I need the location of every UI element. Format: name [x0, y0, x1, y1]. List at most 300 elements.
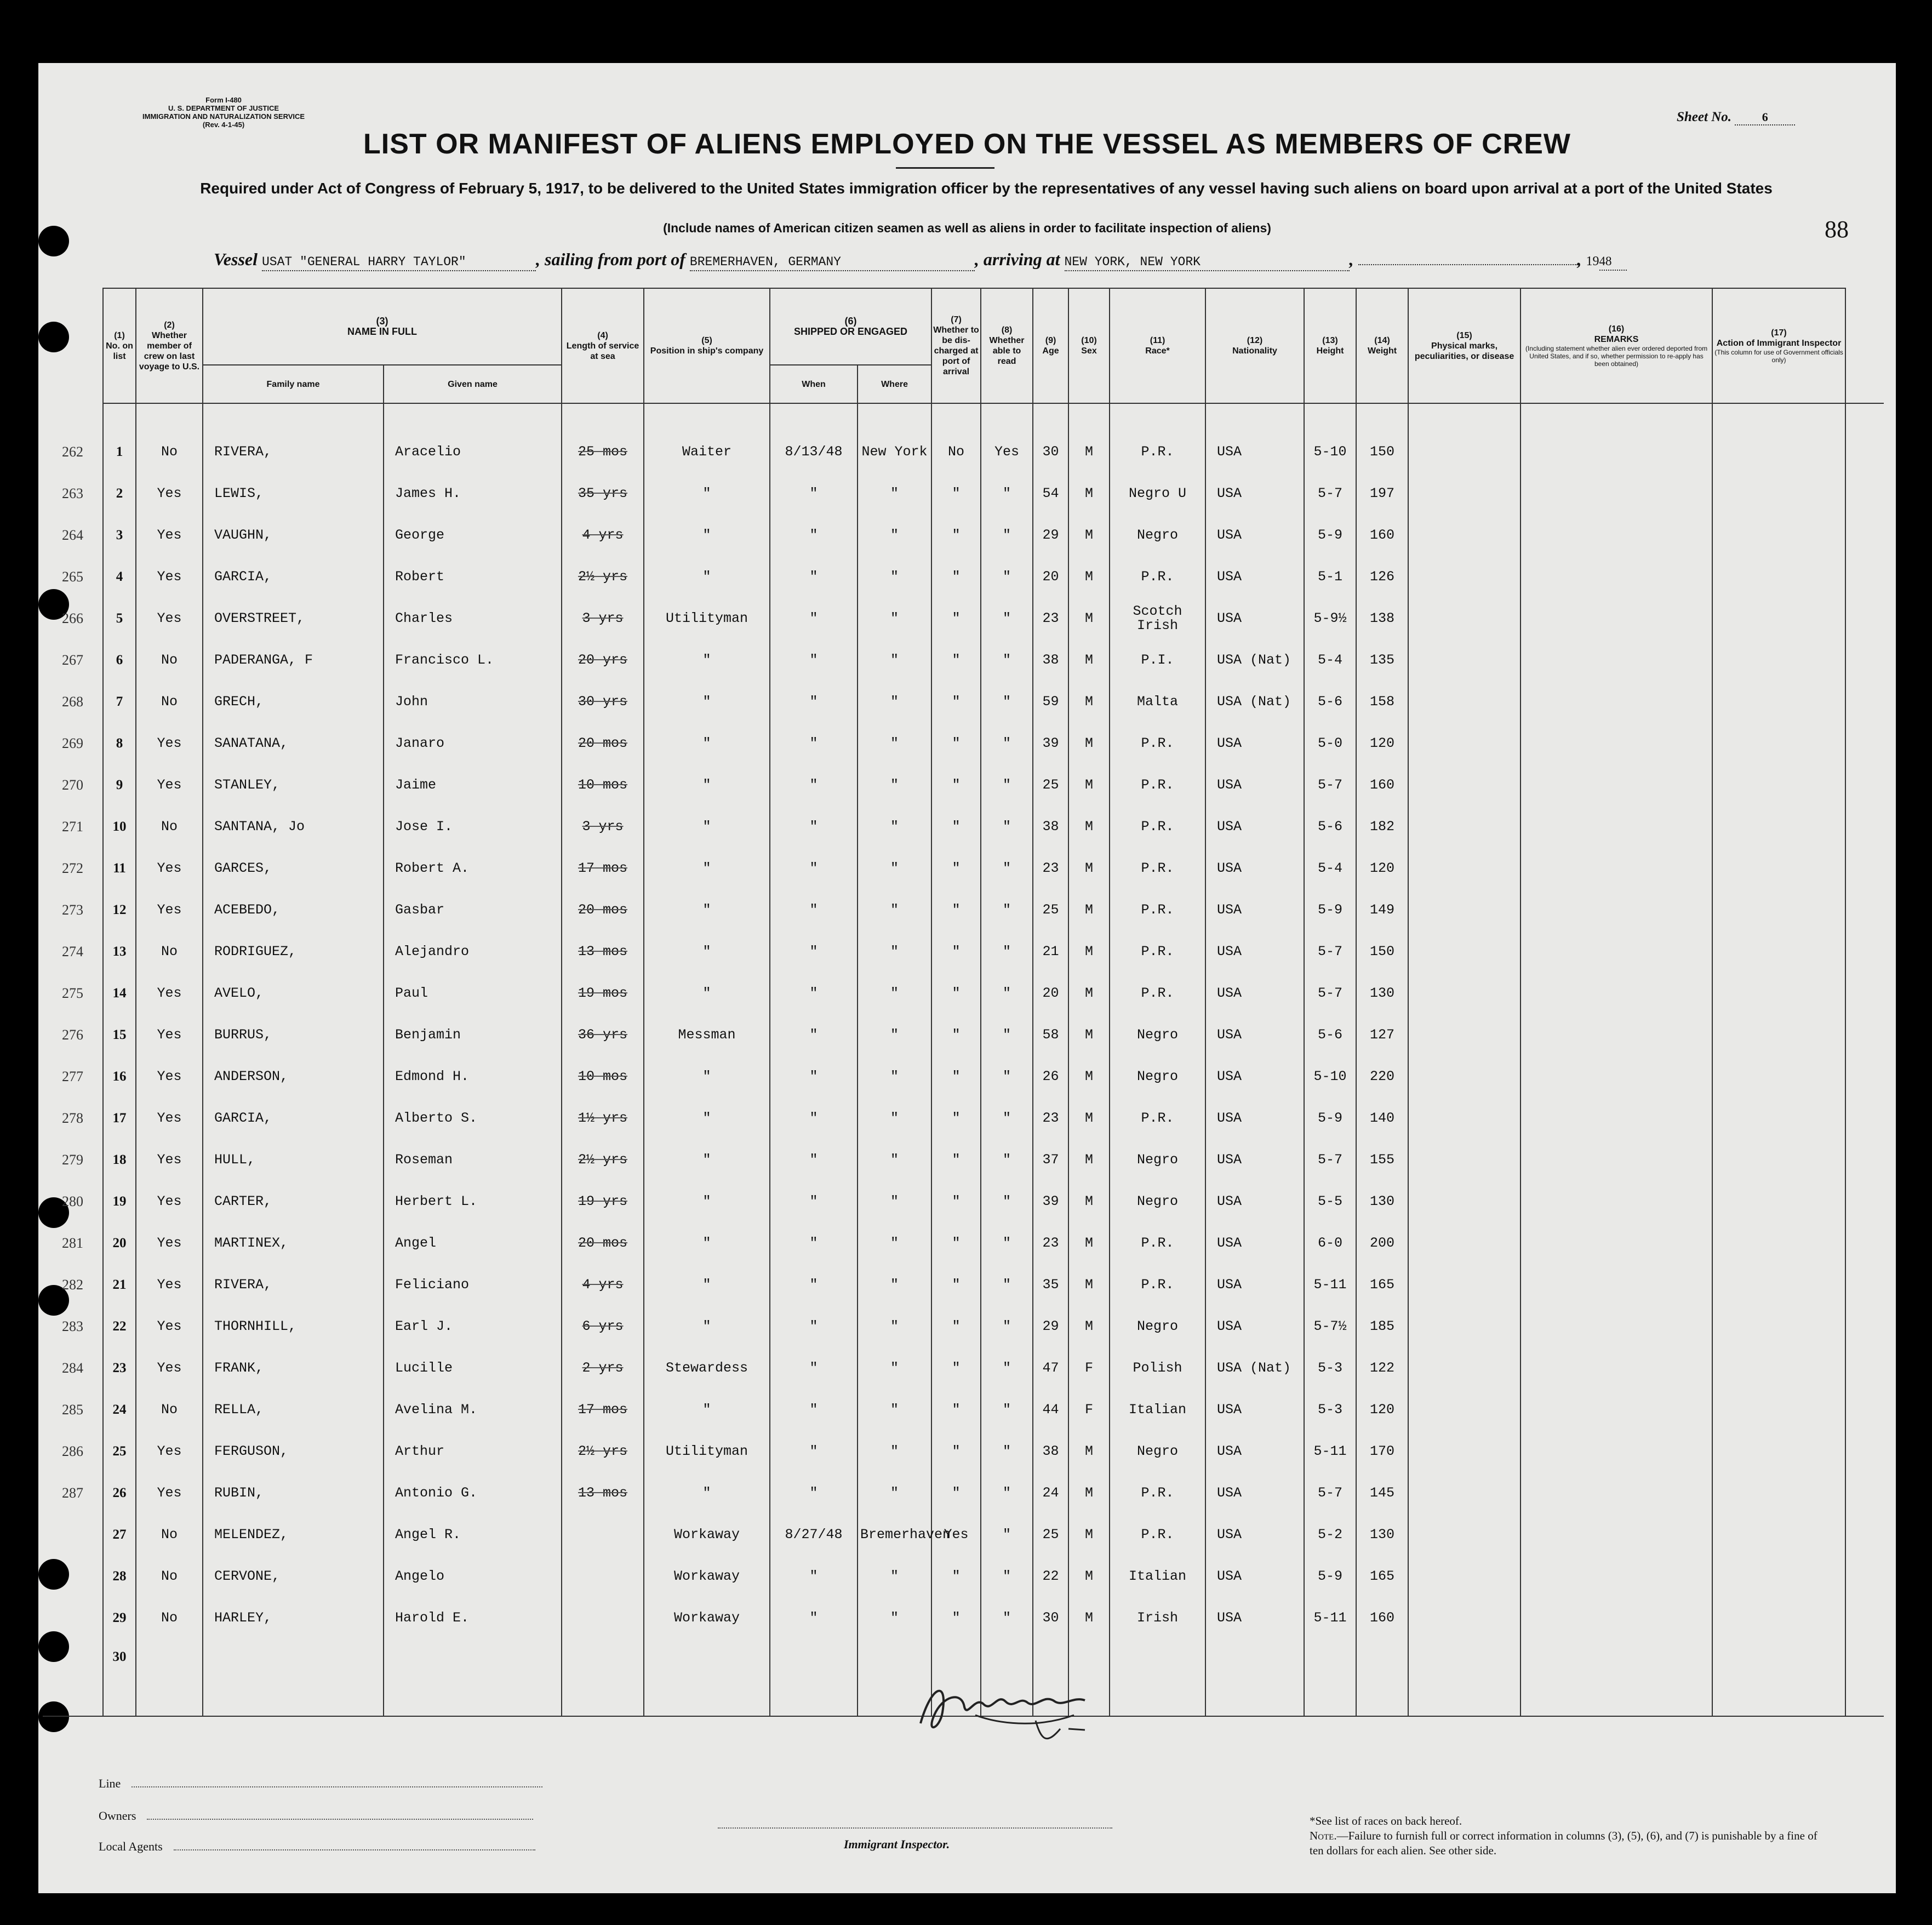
- cell-where: ": [858, 806, 931, 848]
- cell-dis: ": [931, 681, 981, 723]
- cell-age: 59: [1033, 681, 1068, 723]
- cell-race: Negro: [1110, 1181, 1205, 1223]
- cell-margin: [1845, 639, 1884, 681]
- cell-empty: [1712, 1347, 1845, 1389]
- cell-wt: 135: [1356, 639, 1408, 681]
- cell-wt: 155: [1356, 1139, 1408, 1181]
- cell-margin: [1845, 1181, 1884, 1223]
- cell-giv: Jose I.: [384, 806, 562, 848]
- cell-svc: 19 yrs: [562, 1181, 644, 1223]
- cell-dis: ": [931, 1597, 981, 1639]
- cell-m: 268: [43, 681, 103, 723]
- col-read-header: (8) Whether able to read: [981, 288, 1033, 403]
- sheet-value: 6: [1735, 110, 1795, 125]
- cell-giv: Roseman: [384, 1139, 562, 1181]
- cell-pos: ": [644, 1472, 770, 1514]
- cell-dis: ": [931, 598, 981, 639]
- cell-ht: 5-1: [1304, 556, 1356, 598]
- cell-empty: [1408, 556, 1521, 598]
- cell-read: ": [981, 598, 1033, 639]
- cell-margin: [1845, 1264, 1884, 1306]
- cell-no: 19: [103, 1181, 136, 1223]
- cell-empty: [1712, 1014, 1845, 1056]
- cell-read: ": [981, 1181, 1033, 1223]
- cell-age: 47: [1033, 1347, 1068, 1389]
- cell-sex: M: [1068, 473, 1110, 515]
- cell-wt: 126: [1356, 556, 1408, 598]
- cell-dis: ": [931, 1431, 981, 1472]
- cell-ht: 5-11: [1304, 1597, 1356, 1639]
- cell-empty: [644, 1639, 770, 1716]
- cell-sex: M: [1068, 598, 1110, 639]
- cell-when: ": [770, 931, 858, 973]
- table-row: [43, 973, 1884, 1014]
- cell-dis: ": [931, 889, 981, 931]
- cell-nat: USA: [1205, 1389, 1304, 1431]
- cell-when: ": [770, 639, 858, 681]
- cell-age: 21: [1033, 931, 1068, 973]
- sailing-label: , sailing from port of: [536, 249, 685, 269]
- cell-age: 54: [1033, 473, 1068, 515]
- col-race-header: (11) Race*: [1110, 288, 1205, 403]
- cell-margin: [1845, 515, 1884, 556]
- cell-ht: 5-0: [1304, 723, 1356, 764]
- cell-fam: HARLEY,: [203, 1597, 384, 1639]
- cell-where: ": [858, 848, 931, 889]
- cell-where: ": [858, 598, 931, 639]
- cell-ht: 5-9: [1304, 1098, 1356, 1139]
- cell-empty: [562, 1639, 644, 1716]
- cell-last: Yes: [136, 1264, 203, 1306]
- cell-empty: [1712, 681, 1845, 723]
- cell-pos: Stewardess: [644, 1347, 770, 1389]
- form-identifier: [142, 96, 305, 129]
- cell-m: 272: [43, 848, 103, 889]
- cell-wt: 160: [1356, 515, 1408, 556]
- cell-fam: RIVERA,: [203, 431, 384, 473]
- cell-empty: [1408, 1639, 1521, 1716]
- form-revision: (Rev. 4-1-45): [202, 121, 245, 129]
- arrival-date: [1358, 263, 1577, 265]
- cell-empty: [1408, 1181, 1521, 1223]
- cell-no: 7: [103, 681, 136, 723]
- cell-margin: [1845, 1223, 1884, 1264]
- form-number: Form I-480: [205, 96, 242, 104]
- cell-read: ": [981, 1347, 1033, 1389]
- vessel-name: USAT "GENERAL HARRY TAYLOR": [262, 255, 536, 271]
- cell-read: ": [981, 1389, 1033, 1431]
- col-name-header: (3) NAME IN FULL: [203, 288, 562, 365]
- cell-giv: Herbert L.: [384, 1181, 562, 1223]
- cell-svc: 2½ yrs: [562, 1431, 644, 1472]
- cell-svc: 10 mos: [562, 1056, 644, 1098]
- cell-sex: M: [1068, 723, 1110, 764]
- cell-svc: 25 mos: [562, 431, 644, 473]
- cell-no: 30: [103, 1639, 136, 1716]
- cell-m: 276: [43, 1014, 103, 1056]
- cell-fam: CARTER,: [203, 1181, 384, 1223]
- include-note: (Include names of American citizen seamen as well as aliens in order to facilitate inspection of aliens): [663, 221, 1271, 235]
- cell-empty: [1521, 1431, 1712, 1472]
- cell-empty: [1712, 1264, 1845, 1306]
- table-row: [43, 1181, 1884, 1223]
- cell-m: 273: [43, 889, 103, 931]
- col-age-header: (9) Age: [1033, 288, 1068, 403]
- cell-svc: 30 yrs: [562, 681, 644, 723]
- cell-where: ": [858, 1181, 931, 1223]
- cell-where: ": [858, 473, 931, 515]
- cell-read: ": [981, 764, 1033, 806]
- vessel-info: Vessel USAT "GENERAL HARRY TAYLOR" , sailing from port of BREMERHAVEN, GERMANY , arriving at NEW YORK, NEW YORK , , 1948: [214, 249, 1627, 271]
- table-row: [43, 1347, 1884, 1389]
- cell-where: ": [858, 1347, 931, 1389]
- cell-last: Yes: [136, 1181, 203, 1223]
- cell-empty: [1712, 1306, 1845, 1347]
- cell-wt: 120: [1356, 723, 1408, 764]
- cell-empty: [1712, 1223, 1845, 1264]
- cell-empty: [1521, 515, 1712, 556]
- cell-ht: 5-7½: [1304, 1306, 1356, 1347]
- cell-where: ": [858, 764, 931, 806]
- cell-race: Irish: [1110, 1597, 1205, 1639]
- cell-no: 18: [103, 1139, 136, 1181]
- cell-giv: Antonio G.: [384, 1472, 562, 1514]
- cell-fam: RUBIN,: [203, 1472, 384, 1514]
- cell-empty: [1408, 1514, 1521, 1556]
- cell-dis: ": [931, 1014, 981, 1056]
- cell-when: ": [770, 1181, 858, 1223]
- cell-giv: Avelina M.: [384, 1389, 562, 1431]
- cell-giv: Feliciano: [384, 1264, 562, 1306]
- cell-when: ": [770, 848, 858, 889]
- cell-svc: 20 mos: [562, 1223, 644, 1264]
- cell-read: ": [981, 1098, 1033, 1139]
- cell-no: 2: [103, 473, 136, 515]
- cell-wt: 165: [1356, 1556, 1408, 1597]
- cell-pos: ": [644, 639, 770, 681]
- cell-margin: [1845, 1056, 1884, 1098]
- cell-nat: USA: [1205, 1431, 1304, 1472]
- cell-ht: 5-6: [1304, 681, 1356, 723]
- table-row: [43, 1056, 1884, 1098]
- cell-svc: 1½ yrs: [562, 1098, 644, 1139]
- cell-nat: USA: [1205, 1056, 1304, 1098]
- cell-no: 26: [103, 1472, 136, 1514]
- cell-empty: [1521, 556, 1712, 598]
- agents-label: Local Agents: [99, 1840, 163, 1853]
- cell-fam: SANTANA, Jo: [203, 806, 384, 848]
- cell-fam: VAUGHN,: [203, 515, 384, 556]
- cell-pos: ": [644, 723, 770, 764]
- cell-dis: Yes: [931, 1514, 981, 1556]
- cell-race: Polish: [1110, 1347, 1205, 1389]
- cell-wt: 200: [1356, 1223, 1408, 1264]
- col-remarks-header: (16) REMARKS (Including statement whether alien ever ordered deported from United States, and if so, whether permission to re-apply has been obtained): [1521, 288, 1712, 403]
- cell-no: 22: [103, 1306, 136, 1347]
- cell-when: ": [770, 1223, 858, 1264]
- cell-giv: Angelo: [384, 1556, 562, 1597]
- cell-nat: USA (Nat): [1205, 681, 1304, 723]
- cell-read: ": [981, 1472, 1033, 1514]
- agents-field: [99, 1840, 535, 1854]
- cell-fam: HULL,: [203, 1139, 384, 1181]
- cell-dis: ": [931, 1306, 981, 1347]
- cell-age: 39: [1033, 1181, 1068, 1223]
- cell-nat: USA: [1205, 1264, 1304, 1306]
- cell-read: ": [981, 556, 1033, 598]
- table-row: [43, 889, 1884, 931]
- cell-nat: USA: [1205, 889, 1304, 931]
- cell-svc: 20 yrs: [562, 639, 644, 681]
- cell-margin: [1845, 598, 1884, 639]
- cell-m: 281: [43, 1223, 103, 1264]
- cell-sex: M: [1068, 681, 1110, 723]
- cell-empty: [1712, 431, 1845, 473]
- cell-margin: [1845, 1389, 1884, 1431]
- cell-dis: ": [931, 1223, 981, 1264]
- cell-last: Yes: [136, 1056, 203, 1098]
- cell-m: 286: [43, 1431, 103, 1472]
- cell-when: 8/13/48: [770, 431, 858, 473]
- cell-nat: USA: [1205, 1306, 1304, 1347]
- table-row: [43, 1431, 1884, 1472]
- cell-empty: [1408, 1556, 1521, 1597]
- col-family-name-header: Family name: [203, 365, 384, 403]
- cell-empty: [1521, 1098, 1712, 1139]
- cell-age: 24: [1033, 1472, 1068, 1514]
- cell-no: 3: [103, 515, 136, 556]
- page-mark: 88: [1825, 216, 1849, 243]
- cell-age: 29: [1033, 1306, 1068, 1347]
- cell-read: ": [981, 1597, 1033, 1639]
- cell-no: 8: [103, 723, 136, 764]
- department-name: U. S. DEPARTMENT OF JUSTICE: [168, 104, 279, 112]
- cell-last: No: [136, 639, 203, 681]
- cell-pos: ": [644, 931, 770, 973]
- cell-last: No: [136, 806, 203, 848]
- cell-race: Negro: [1110, 515, 1205, 556]
- col-sex-header: (10) Sex: [1068, 288, 1110, 403]
- cell-svc: 17 mos: [562, 848, 644, 889]
- col-where-header: Where: [858, 365, 931, 403]
- cell-read: ": [981, 1514, 1033, 1556]
- cell-m: 267: [43, 639, 103, 681]
- cell-pos: ": [644, 1181, 770, 1223]
- cell-when: ": [770, 515, 858, 556]
- cell-m: [43, 1556, 103, 1597]
- cell-where: ": [858, 639, 931, 681]
- cell-nat: USA: [1205, 473, 1304, 515]
- cell-dis: ": [931, 1472, 981, 1514]
- cell-sex: M: [1068, 806, 1110, 848]
- cell-no: 17: [103, 1098, 136, 1139]
- cell-where: ": [858, 1014, 931, 1056]
- cell-dis: ": [931, 515, 981, 556]
- cell-empty: [1712, 1514, 1845, 1556]
- cell-margin: [1845, 1347, 1884, 1389]
- cell-svc: [562, 1556, 644, 1597]
- cell-empty: [1408, 1472, 1521, 1514]
- cell-giv: Gasbar: [384, 889, 562, 931]
- cell-empty: [1408, 1139, 1521, 1181]
- cell-empty: [1408, 1223, 1521, 1264]
- cell-empty: [1712, 1139, 1845, 1181]
- cell-no: 13: [103, 931, 136, 973]
- cell-sex: F: [1068, 1347, 1110, 1389]
- cell-when: ": [770, 1056, 858, 1098]
- cell-empty: [1356, 1639, 1408, 1716]
- cell-wt: 130: [1356, 1181, 1408, 1223]
- cell-race: P.R.: [1110, 1264, 1205, 1306]
- cell-no: 1: [103, 431, 136, 473]
- cell-m: 283: [43, 1306, 103, 1347]
- table-row: [43, 931, 1884, 973]
- cell-race: Negro U: [1110, 473, 1205, 515]
- cell-empty: [136, 1639, 203, 1716]
- cell-no: 10: [103, 806, 136, 848]
- cell-race: Negro: [1110, 1056, 1205, 1098]
- table-row: [43, 1597, 1884, 1639]
- cell-wt: 140: [1356, 1098, 1408, 1139]
- crew-table: [43, 288, 1884, 1717]
- cell-empty: [1712, 764, 1845, 806]
- cell-empty: [1712, 1389, 1845, 1431]
- cell-sex: M: [1068, 1514, 1110, 1556]
- cell-empty: [1521, 764, 1712, 806]
- cell-margin: [1845, 848, 1884, 889]
- cell-fam: RODRIGUEZ,: [203, 931, 384, 973]
- cell-last: Yes: [136, 515, 203, 556]
- cell-m: 279: [43, 1139, 103, 1181]
- cell-where: ": [858, 723, 931, 764]
- line-field: [99, 1777, 542, 1791]
- cell-when: ": [770, 723, 858, 764]
- cell-race: Negro: [1110, 1431, 1205, 1472]
- cell-dis: ": [931, 1347, 981, 1389]
- cell-wt: 130: [1356, 1514, 1408, 1556]
- cell-giv: Robert: [384, 556, 562, 598]
- cell-ht: 5-2: [1304, 1514, 1356, 1556]
- inspector-label: Immigrant Inspector.: [844, 1837, 950, 1851]
- cell-empty: [1521, 1181, 1712, 1223]
- cell-no: 23: [103, 1347, 136, 1389]
- cell-giv: Edmond H.: [384, 1056, 562, 1098]
- cell-age: 39: [1033, 723, 1068, 764]
- cell-sex: M: [1068, 1098, 1110, 1139]
- cell-empty: [1521, 973, 1712, 1014]
- col-no-header: (1) No. on list: [103, 288, 136, 403]
- cell-empty: [1712, 806, 1845, 848]
- cell-pos: ": [644, 1264, 770, 1306]
- cell-read: ": [981, 723, 1033, 764]
- cell-nat: USA: [1205, 1223, 1304, 1264]
- cell-margin: [1845, 1431, 1884, 1472]
- cell-race: P.R.: [1110, 764, 1205, 806]
- cell-no: 20: [103, 1223, 136, 1264]
- cell-when: ": [770, 598, 858, 639]
- cell-empty: [1408, 1431, 1521, 1472]
- cell-giv: Harold E.: [384, 1597, 562, 1639]
- table-row: [43, 1306, 1884, 1347]
- cell-empty: [1521, 1389, 1712, 1431]
- cell-pos: ": [644, 1306, 770, 1347]
- cell-ht: 6-0: [1304, 1223, 1356, 1264]
- cell-svc: 20 mos: [562, 889, 644, 931]
- cell-age: 30: [1033, 1597, 1068, 1639]
- arriving-port: NEW YORK, NEW YORK: [1065, 255, 1350, 271]
- cell-wt: 185: [1356, 1306, 1408, 1347]
- cell-when: ": [770, 1306, 858, 1347]
- cell-where: ": [858, 1389, 931, 1431]
- col-position-header: (5) Position in ship's company: [644, 288, 770, 403]
- table-row: [43, 1223, 1884, 1264]
- cell-when: ": [770, 473, 858, 515]
- cell-pos: ": [644, 515, 770, 556]
- cell-nat: USA: [1205, 1014, 1304, 1056]
- cell-empty: [1712, 1098, 1845, 1139]
- cell-nat: USA: [1205, 1472, 1304, 1514]
- sheet-number: [1677, 110, 1795, 125]
- cell-fam: ACEBEDO,: [203, 889, 384, 931]
- cell-pos: Workaway: [644, 1514, 770, 1556]
- manifest-sheet: [38, 63, 1896, 1893]
- table-row: [43, 1389, 1884, 1431]
- cell-age: 30: [1033, 431, 1068, 473]
- cell-svc: 2½ yrs: [562, 1139, 644, 1181]
- cell-svc: 17 mos: [562, 1389, 644, 1431]
- cell-last: No: [136, 931, 203, 973]
- cell-m: 262: [43, 431, 103, 473]
- cell-race: P.R.: [1110, 1514, 1205, 1556]
- cell-race: Negro: [1110, 1014, 1205, 1056]
- cell-when: ": [770, 556, 858, 598]
- cell-no: 11: [103, 848, 136, 889]
- cell-giv: Lucille: [384, 1347, 562, 1389]
- cell-dis: ": [931, 1264, 981, 1306]
- cell-margin: [1845, 556, 1884, 598]
- footer-notes: [1310, 1814, 1830, 1858]
- cell-no: 29: [103, 1597, 136, 1639]
- cell-race: Italian: [1110, 1389, 1205, 1431]
- cell-read: ": [981, 1306, 1033, 1347]
- cell-race: P.R.: [1110, 931, 1205, 973]
- cell-pos: ": [644, 473, 770, 515]
- cell-empty: [1408, 639, 1521, 681]
- cell-giv: Aracelio: [384, 431, 562, 473]
- cell-ht: 5-9: [1304, 515, 1356, 556]
- cell-m: 280: [43, 1181, 103, 1223]
- cell-read: ": [981, 639, 1033, 681]
- cell-m: 278: [43, 1098, 103, 1139]
- cell-dis: ": [931, 639, 981, 681]
- page-title: LIST OR MANIFEST OF ALIENS EMPLOYED ON THE VESSEL AS MEMBERS OF CREW: [363, 128, 1571, 160]
- cell-empty: [1521, 723, 1712, 764]
- cell-dis: ": [931, 848, 981, 889]
- cell-last: Yes: [136, 1014, 203, 1056]
- sailing-port: BREMERHAVEN, GERMANY: [690, 255, 975, 271]
- cell-m: 282: [43, 1264, 103, 1306]
- cell-empty: [1521, 848, 1712, 889]
- cell-fam: PADERANGA, F: [203, 639, 384, 681]
- owners-label: Owners: [99, 1809, 136, 1823]
- cell-m: 269: [43, 723, 103, 764]
- cell-sex: M: [1068, 1223, 1110, 1264]
- cell-empty: [1521, 806, 1712, 848]
- table-row: [43, 1098, 1884, 1139]
- col-height-header: (13) Height: [1304, 288, 1356, 403]
- cell-ht: 5-11: [1304, 1431, 1356, 1472]
- cell-empty: [1712, 473, 1845, 515]
